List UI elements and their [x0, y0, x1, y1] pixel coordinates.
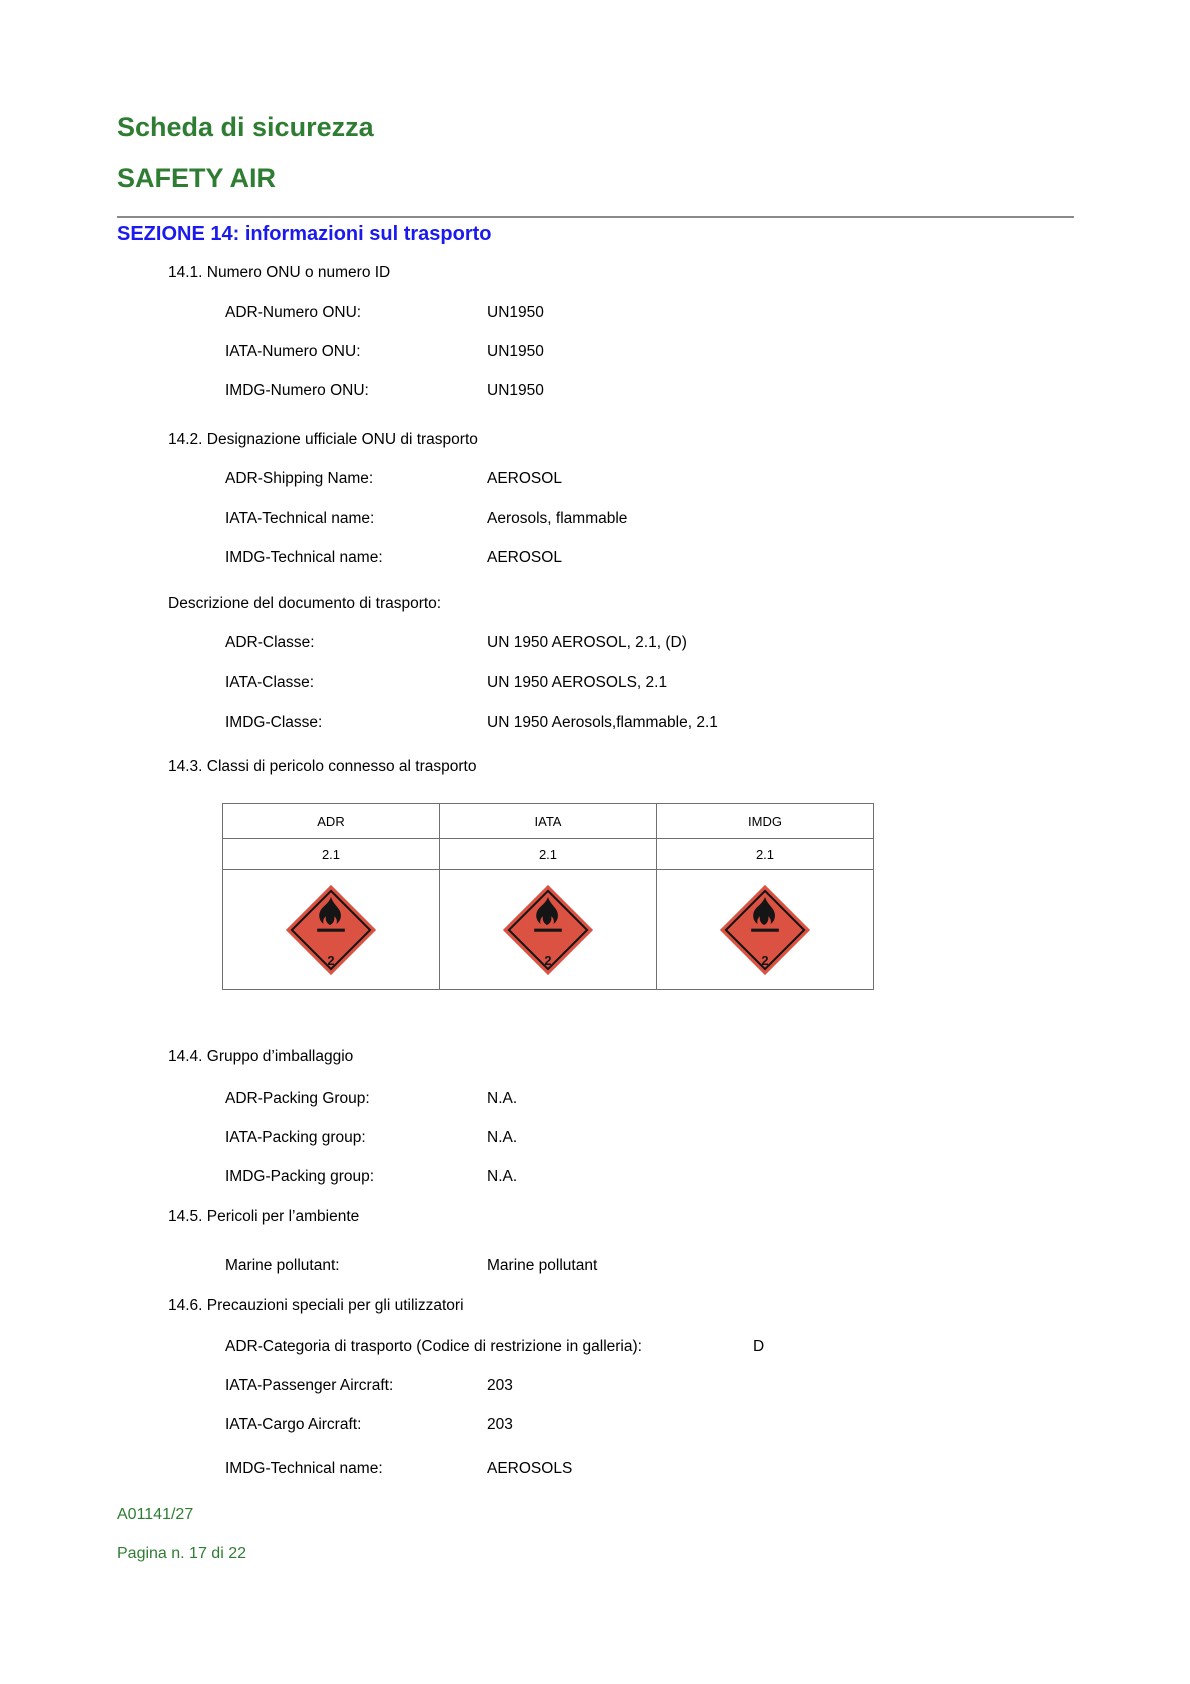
field-value: UN1950 [487, 304, 544, 321]
subsection-heading-14-5 [0, 1208, 1190, 1228]
subsection-heading-14-6 [0, 1297, 1190, 1317]
placard-class-number: 2 [544, 952, 552, 968]
subsection-heading-14-4 [0, 1048, 1190, 1068]
footer-page-number: Pagina n. 17 di 22 [117, 1545, 246, 1562]
field-row [0, 674, 1190, 694]
field-row [0, 549, 1190, 569]
field-value: 203 [487, 1416, 513, 1433]
field-label: ADR-Numero ONU: [225, 304, 362, 321]
field-row [0, 634, 1190, 654]
footer-document-code: A01141/27 [117, 1506, 194, 1523]
field-label: IMDG-Numero ONU: [225, 382, 369, 399]
hazard-table-header-iata: IATA [440, 804, 657, 839]
flammable-gas-placard-icon [502, 884, 594, 976]
field-label: IATA-Passenger Aircraft: [225, 1377, 394, 1394]
field-label: IATA-Packing group: [225, 1129, 366, 1146]
hazard-class-imdg: 2.1 [657, 839, 874, 870]
field-row [0, 1090, 1190, 1110]
field-row [0, 470, 1190, 490]
hazard-class-adr: 2.1 [223, 839, 440, 870]
field-row [0, 1168, 1190, 1188]
field-row [0, 1416, 1190, 1436]
subsection-heading-14-2 [0, 431, 1190, 451]
heading-text: 14.2. Designazione ufficiale ONU di trasporto [168, 431, 478, 448]
product-name: SAFETY AIR [117, 163, 277, 193]
subsection-heading-14-1 [0, 264, 1190, 284]
document-title: Scheda di sicurezza [117, 112, 374, 142]
heading-text: 14.4. Gruppo d’imballaggio [168, 1048, 354, 1065]
field-value: 203 [487, 1377, 513, 1394]
hazard-table-header-adr: ADR [223, 804, 440, 839]
field-label: ADR-Shipping Name: [225, 470, 374, 487]
heading-text: 14.6. Precauzioni speciali per gli utilizzatori [168, 1297, 464, 1314]
field-row [0, 343, 1190, 363]
field-value: N.A. [487, 1168, 518, 1185]
placard-class-number: 2 [761, 952, 769, 968]
field-label: IMDG-Packing group: [225, 1168, 375, 1185]
field-label: IATA-Cargo Aircraft: [225, 1416, 362, 1433]
section-14-title: SEZIONE 14: informazioni sul trasporto [117, 223, 492, 245]
transport-document-heading [0, 595, 1190, 615]
subsection-heading-14-3 [0, 758, 1190, 778]
hazard-table-header-imdg: IMDG [657, 804, 874, 839]
field-value: D [753, 1338, 765, 1355]
placard-cell-iata [440, 870, 657, 990]
field-value: UN1950 [487, 343, 544, 360]
field-value: Marine pollutant [487, 1257, 598, 1274]
field-label: IMDG-Classe: [225, 714, 323, 731]
field-label: ADR-Packing Group: [225, 1090, 370, 1107]
placard-class-number: 2 [327, 952, 335, 968]
field-value: Aerosols, flammable [487, 510, 628, 527]
field-row [0, 1257, 1190, 1277]
field-label: IATA-Numero ONU: [225, 343, 361, 360]
field-value: UN 1950 Aerosols,flammable, 2.1 [487, 714, 718, 731]
field-row [0, 714, 1190, 734]
field-value: UN 1950 AEROSOLS, 2.1 [487, 674, 668, 691]
field-row [0, 304, 1190, 324]
heading-text: 14.5. Pericoli per l’ambiente [168, 1208, 360, 1225]
heading-text: 14.3. Classi di pericolo connesso al trasporto [168, 758, 477, 775]
field-label: ADR-Categoria di trasporto (Codice di restrizione in galleria): [225, 1338, 642, 1355]
field-label: IMDG-Technical name: [225, 1460, 383, 1477]
field-label: IATA-Technical name: [225, 510, 375, 527]
hazard-table-header-row [223, 804, 874, 839]
field-row [0, 382, 1190, 402]
field-row [0, 1460, 1190, 1480]
hazard-class-table [222, 803, 874, 990]
field-row [0, 510, 1190, 530]
field-value: UN 1950 AEROSOL, 2.1, (D) [487, 634, 687, 651]
field-row [0, 1377, 1190, 1397]
hazard-class-iata: 2.1 [440, 839, 657, 870]
field-label: IATA-Classe: [225, 674, 314, 691]
placard-cell-adr [223, 870, 440, 990]
placard-cell-imdg [657, 870, 874, 990]
field-label: Marine pollutant: [225, 1257, 340, 1274]
field-row [0, 1129, 1190, 1149]
hazard-table-class-row [223, 839, 874, 870]
field-value: AEROSOL [487, 470, 562, 487]
field-value: AEROSOLS [487, 1460, 573, 1477]
field-value: N.A. [487, 1090, 518, 1107]
flammable-gas-placard-icon [285, 884, 377, 976]
hazard-table-placard-row [223, 870, 874, 990]
flammable-gas-placard-icon [719, 884, 811, 976]
horizontal-rule [117, 216, 1074, 218]
heading-text: Descrizione del documento di trasporto: [168, 595, 442, 612]
field-value: UN1950 [487, 382, 544, 399]
heading-text: 14.1. Numero ONU o numero ID [168, 264, 391, 281]
field-value: N.A. [487, 1129, 518, 1146]
field-label: IMDG-Technical name: [225, 549, 383, 566]
field-value: AEROSOL [487, 549, 562, 566]
field-row-tunnel-code [0, 1338, 1190, 1358]
field-label: ADR-Classe: [225, 634, 315, 651]
